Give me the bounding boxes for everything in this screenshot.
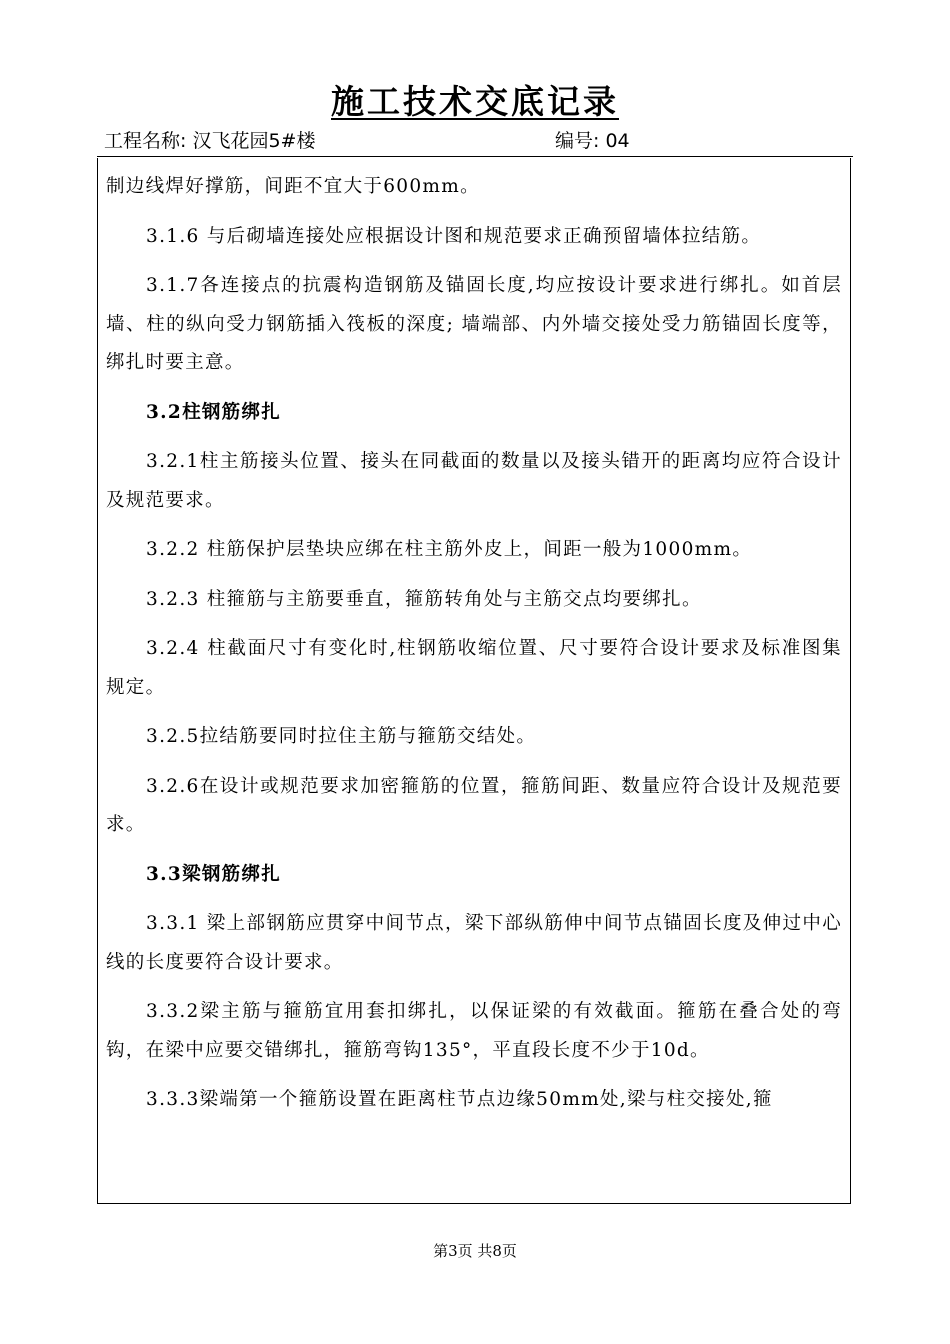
document-title: 施工技术交底记录 [331,82,619,121]
paragraph: 3.2.5拉结筋要同时拉住主筋与箍筋交结处。 [146,726,537,747]
page-footer: 第3页 共8页 [433,1242,517,1260]
paragraph: 3.2.1柱主筋接头位置、接头在同截面的数量以及接头错开的距离均应符合设计及规范要求。 [106,451,842,511]
header-rule [97,156,853,157]
paragraph: 3.2.3 柱箍筋与主筋要垂直，箍筋转角处与主筋交点均要绑扎。 [146,588,702,610]
paragraph: 3.3.2梁主筋与箍筋宜用套扣绑扎，以保证梁的有效截面。箍筋在叠合处的弯钩，在梁中应要交错绑扎，箍筋弯钩135°，平直段长度不少于10d。 [106,1001,842,1061]
paragraph: 3.1.6 与后砌墙连接处应根据设计图和规范要求正确预留墙体拉结筋。 [146,225,762,247]
paragraph: 3.3.3梁端第一个箍筋设置在距离柱节点边缘50mm处,梁与柱交接处,箍 [146,1089,773,1110]
paragraph: 3.2.4 柱截面尺寸有变化时,柱钢筋收缩位置、尺寸要符合设计要求及标准图集规定。 [106,638,842,698]
paragraph: 3.3.1 梁上部钢筋应贯穿中间节点，梁下部纵筋伸中间节点锚固长度及伸过中心线的长度要符合设计要求。 [106,913,842,973]
section-heading: 3.2柱钢筋绑扎 [146,401,282,423]
document-number: 编号: 04 [555,130,630,152]
paragraph: 制边线焊好撑筋，间距不宜大于600mm。 [106,176,480,197]
paragraph: 3.1.7各连接点的抗震构造钢筋及锚固长度,均应按设计要求进行绑扎。如首层墙、柱的纵向受力钢筋插入筏板的深度; 墙端部、内外墙交接处受力筋锚固长度等，绑扎时要主意。 [106,275,842,373]
project-name: 工程名称: 汉飞花园5#楼 [104,130,316,152]
section-heading: 3.3梁钢筋绑扎 [146,863,282,885]
paragraph: 3.2.6在设计或规范要求加密箍筋的位置，箍筋间距、数量应符合设计及规范要求。 [106,775,842,835]
content-frame [97,158,851,1204]
paragraph: 3.2.2 柱筋保护层垫块应绑在柱主筋外皮上，间距一般为1000mm。 [146,539,753,560]
content-body [106,168,842,1131]
